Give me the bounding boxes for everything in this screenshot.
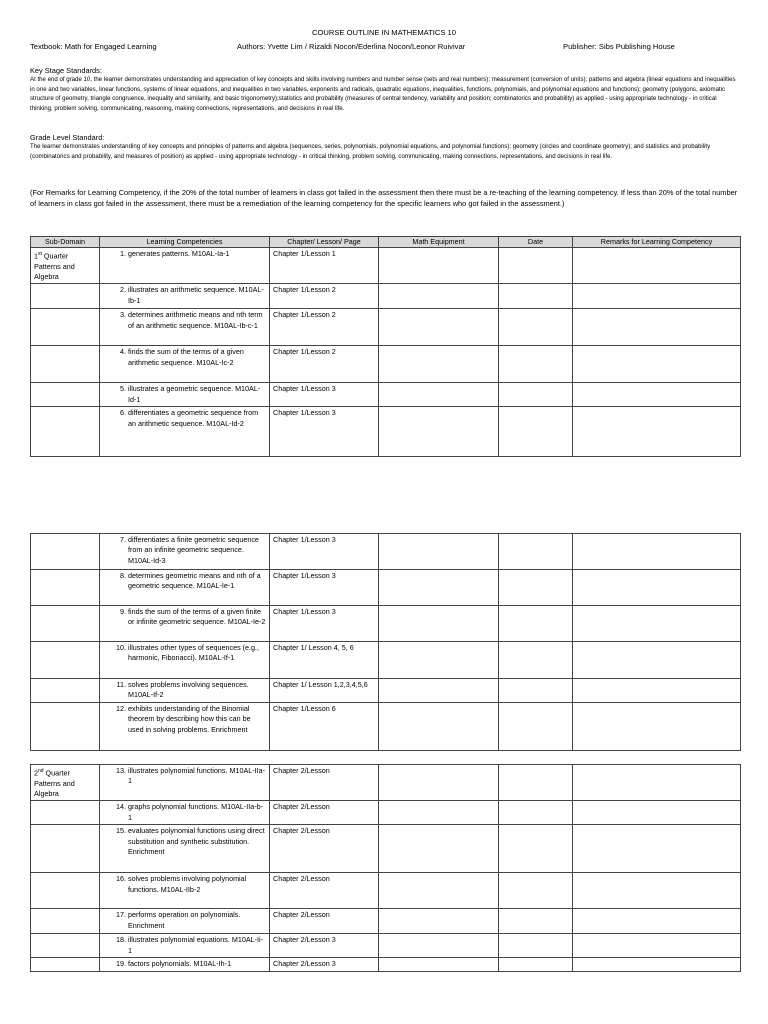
date-cell[interactable]: [499, 309, 573, 346]
grade-level-standard: [30, 133, 740, 161]
equipment-cell[interactable]: [379, 958, 499, 971]
chapter-cell: Chapter 1/Lesson 3: [270, 606, 379, 642]
competency-cell: 16. solves problems involving polynomial functions. M10AL-IIb-2: [100, 873, 270, 909]
table-row: [31, 407, 741, 457]
chapter-cell: Chapter 2/Lesson: [270, 825, 379, 873]
table-row: [31, 383, 741, 407]
equipment-cell[interactable]: [379, 346, 499, 383]
date-cell[interactable]: [499, 407, 573, 457]
remarks-note: (For Remarks for Learning Competency, if the 20% of the total number of learners in class got failed in the assessment then there must be a re-teaching of the learning competency. If less than 20% of the total number of learners in class got failed in the assessment, there must be a remediation of the learning competency for the specific learners who got failed in the assessment.): [30, 188, 738, 209]
date-cell[interactable]: [499, 934, 573, 958]
remarks-cell[interactable]: [573, 309, 741, 346]
date-cell[interactable]: [499, 606, 573, 642]
sub-domain-cell: [31, 309, 100, 346]
equipment-cell[interactable]: [379, 934, 499, 958]
remarks-cell[interactable]: [573, 873, 741, 909]
date-cell[interactable]: [499, 801, 573, 825]
date-cell[interactable]: [499, 248, 573, 284]
chapter-cell: Chapter 1/Lesson 3: [270, 407, 379, 457]
table-row: [31, 801, 741, 825]
equipment-cell[interactable]: [379, 407, 499, 457]
header-math-equipment: Math Equipment: [379, 237, 499, 248]
chapter-cell: Chapter 1/Lesson 2: [270, 309, 379, 346]
sub-domain-cell: [31, 958, 100, 971]
sub-domain-cell: [31, 873, 100, 909]
remarks-cell[interactable]: [573, 534, 741, 570]
table-row: [31, 765, 741, 801]
competency-cell: 17. performs operation on polynomials. Enrichment: [100, 909, 270, 934]
header-chapter-lesson: Chapter/ Lesson/ Page: [270, 237, 379, 248]
date-cell[interactable]: [499, 909, 573, 934]
competency-cell: 15. evaluates polynomial functions using direct substitution and synthetic substitution. Enrichment: [100, 825, 270, 873]
table-row: [31, 309, 741, 346]
remarks-cell[interactable]: [573, 383, 741, 407]
chapter-cell: Chapter 1/Lesson 3: [270, 570, 379, 606]
competency-cell: 1. generates patterns. M10AL-Ia-1: [100, 248, 270, 284]
remarks-cell[interactable]: [573, 825, 741, 873]
table-row: [31, 534, 741, 570]
sub-domain-cell: [31, 642, 100, 679]
chapter-cell: Chapter 1/Lesson 2: [270, 346, 379, 383]
sub-domain-cell: 2nd Quarter Patterns and Algebra: [31, 765, 100, 801]
equipment-cell[interactable]: [379, 248, 499, 284]
competency-cell: 18. illustrates polynomial equations. M10AL-Ii-1: [100, 934, 270, 958]
date-cell[interactable]: [499, 346, 573, 383]
equipment-cell[interactable]: [379, 383, 499, 407]
chapter-cell: Chapter 2/Lesson 3: [270, 934, 379, 958]
competency-cell: 7. differentiates a finite geometric sequence from an infinite geometric sequence. M10AL-Id-3: [100, 534, 270, 570]
remarks-cell[interactable]: [573, 765, 741, 801]
remarks-cell[interactable]: [573, 570, 741, 606]
remarks-cell[interactable]: [573, 346, 741, 383]
chapter-cell: Chapter 1/ Lesson 4, 5, 6: [270, 642, 379, 679]
key-stage-standards: [30, 66, 740, 113]
sub-domain-cell: [31, 934, 100, 958]
remarks-cell[interactable]: [573, 679, 741, 703]
competency-cell: 8. determines geometric means and nth of a geometric sequence. M10AL-Ie-1: [100, 570, 270, 606]
header-remarks: Remarks for Learning Competency: [573, 237, 741, 248]
date-cell[interactable]: [499, 642, 573, 679]
equipment-cell[interactable]: [379, 765, 499, 801]
grade-level-text: The learner demonstrates understanding of key concepts and principles of patterns and algebra (sequences, series, polynomials, polynomial equations, and polynomial functions); geometry (circles and coordinate geometry); and statistics and probability (combinatorics and probability, and measures of position) as applied - using appropriate technology - in critical thinking, problem solving, communicating, making connections, representations, and decisions in real life.: [30, 143, 711, 160]
date-cell[interactable]: [499, 958, 573, 971]
date-cell[interactable]: [499, 825, 573, 873]
competency-cell: 14. graphs polynomial functions. M10AL-IIa-b-1: [100, 801, 270, 825]
publisher-label: Publisher: Sibs Publishing House: [563, 42, 675, 51]
table-row: [31, 873, 741, 909]
sub-domain-cell: [31, 909, 100, 934]
chapter-cell: Chapter 2/Lesson: [270, 801, 379, 825]
sub-domain-cell: [31, 346, 100, 383]
competency-table-q2: [30, 764, 741, 972]
chapter-cell: Chapter 2/Lesson: [270, 909, 379, 934]
competency-cell: 4. finds the sum of the terms of a given arithmetic sequence. M10AL-Ic-2: [100, 346, 270, 383]
date-cell[interactable]: [499, 383, 573, 407]
document-title: COURSE OUTLINE IN MATHEMATICS 10: [311, 28, 457, 37]
table-row: [31, 570, 741, 606]
date-cell[interactable]: [499, 570, 573, 606]
chapter-cell: Chapter 1/ Lesson 1,2,3,4,5,6: [270, 679, 379, 703]
remarks-cell[interactable]: [573, 284, 741, 309]
sub-domain-cell: [31, 825, 100, 873]
sub-domain-cell: 1st Quarter Patterns and Algebra: [31, 248, 100, 284]
table-row: [31, 346, 741, 383]
sub-domain-cell: [31, 407, 100, 457]
competency-table-q1-continued: [30, 533, 741, 751]
remarks-cell[interactable]: [573, 248, 741, 284]
date-cell[interactable]: [499, 284, 573, 309]
header-sub-domain: Sub-Domain: [31, 237, 100, 248]
equipment-cell[interactable]: [379, 606, 499, 642]
table-row: [31, 958, 741, 971]
key-stage-text: At the end of grade 10, the learner demonstrates understanding and appreciation of key concepts and skills involving numbers and number sense (sets and real numbers); measurement (conversion of units); patterns and algebra (linear equations and inequalities in one and two variables, linear functions, systems of linear equations, and inequalities in two variables, exponents and radicals, quadratic equations, inequalities, functions, polynomials, and polynomial equations and functions); geometry (polygons, axiomatic structure of geometry, triangle congruence, inequality and similarity, and basic trigonometry);statistics and probability (measures of central tendency, variability and position; combinatorics and probability) as applied - using appropriate technology - in critical thinking, problem solving, communicating, reasoning, making connections, representations, and decisions in real life.: [30, 76, 736, 112]
remarks-cell[interactable]: [573, 909, 741, 934]
equipment-cell[interactable]: [379, 873, 499, 909]
equipment-cell[interactable]: [379, 570, 499, 606]
table-row: [31, 679, 741, 703]
table-row: [31, 909, 741, 934]
remarks-cell[interactable]: [573, 606, 741, 642]
date-cell[interactable]: [499, 765, 573, 801]
date-cell[interactable]: [499, 679, 573, 703]
table-row: [31, 703, 741, 751]
remarks-cell[interactable]: [573, 407, 741, 457]
sub-domain-cell: [31, 606, 100, 642]
equipment-cell[interactable]: [379, 309, 499, 346]
table-row: [31, 248, 741, 284]
sub-domain-cell: [31, 679, 100, 703]
header-learning-competencies: Learning Competencies: [100, 237, 270, 248]
equipment-cell[interactable]: [379, 909, 499, 934]
chapter-cell: Chapter 1/Lesson 1: [270, 248, 379, 284]
chapter-cell: Chapter 1/Lesson 3: [270, 383, 379, 407]
chapter-cell: Chapter 1/Lesson 3: [270, 534, 379, 570]
sub-domain-cell: [31, 534, 100, 570]
remarks-cell[interactable]: [573, 958, 741, 971]
sub-domain-cell: [31, 703, 100, 751]
competency-cell: 6. differentiates a geometric sequence from an arithmetic sequence. M10AL-Id-2: [100, 407, 270, 457]
equipment-cell[interactable]: [379, 534, 499, 570]
table-row: [31, 284, 741, 309]
remarks-cell[interactable]: [573, 703, 741, 751]
table-row: [31, 934, 741, 958]
sub-domain-cell: [31, 284, 100, 309]
sub-domain-cell: [31, 801, 100, 825]
competency-cell: 2. illustrates an arithmetic sequence. M10AL-Ib-1: [100, 284, 270, 309]
header-date: Date: [499, 237, 573, 248]
remarks-cell[interactable]: [573, 934, 741, 958]
date-cell[interactable]: [499, 873, 573, 909]
chapter-cell: Chapter 2/Lesson: [270, 873, 379, 909]
table-header-row: [31, 237, 741, 248]
competency-cell: 11. solves problems involving sequences. M10AL-If-2: [100, 679, 270, 703]
authors-label: Authors: Yvette Lim / Rizaldi Nocon/Ederlina Nocon/Leonor Ruivivar: [237, 42, 466, 51]
grade-level-heading: Grade Level Standard:: [30, 133, 105, 142]
competency-cell: 12. exhibits understanding of the Binomial theorem by describing how this can be used in solving problems. Enrichment: [100, 703, 270, 751]
key-stage-heading: Key Stage Standards:: [30, 66, 102, 75]
equipment-cell[interactable]: [379, 703, 499, 751]
equipment-cell[interactable]: [379, 679, 499, 703]
table-row: [31, 606, 741, 642]
competency-cell: 19. factors polynomials. M10AL-Ih-1: [100, 958, 270, 971]
date-cell[interactable]: [499, 534, 573, 570]
equipment-cell[interactable]: [379, 284, 499, 309]
equipment-cell[interactable]: [379, 801, 499, 825]
chapter-cell: Chapter 1/Lesson 2: [270, 284, 379, 309]
competency-cell: 13. illustrates polynomial functions. M10AL-IIa-1: [100, 765, 270, 801]
equipment-cell[interactable]: [379, 825, 499, 873]
remarks-cell[interactable]: [573, 642, 741, 679]
textbook-label: Textbook: Math for Engaged Learning: [30, 42, 157, 51]
competency-table-q1: [30, 236, 741, 457]
chapter-cell: Chapter 2/Lesson 3: [270, 958, 379, 971]
competency-cell: 5. illustrates a geometric sequence. M10AL-Id-1: [100, 383, 270, 407]
sub-domain-cell: [31, 383, 100, 407]
competency-cell: 3. determines arithmetic means and nth term of an arithmetic sequence. M10AL-Ib-c-1: [100, 309, 270, 346]
sub-domain-cell: [31, 570, 100, 606]
chapter-cell: Chapter 1/Lesson 6: [270, 703, 379, 751]
table-row: [31, 642, 741, 679]
equipment-cell[interactable]: [379, 642, 499, 679]
remarks-cell[interactable]: [573, 801, 741, 825]
date-cell[interactable]: [499, 703, 573, 751]
competency-cell: 10. illustrates other types of sequences (e.g., harmonic, Fibonacci). M10AL-If-1: [100, 642, 270, 679]
chapter-cell: Chapter 2/Lesson: [270, 765, 379, 801]
competency-cell: 9. finds the sum of the terms of a given finite or infinite geometric sequence. M10AL-Ie-2: [100, 606, 270, 642]
table-row: [31, 825, 741, 873]
